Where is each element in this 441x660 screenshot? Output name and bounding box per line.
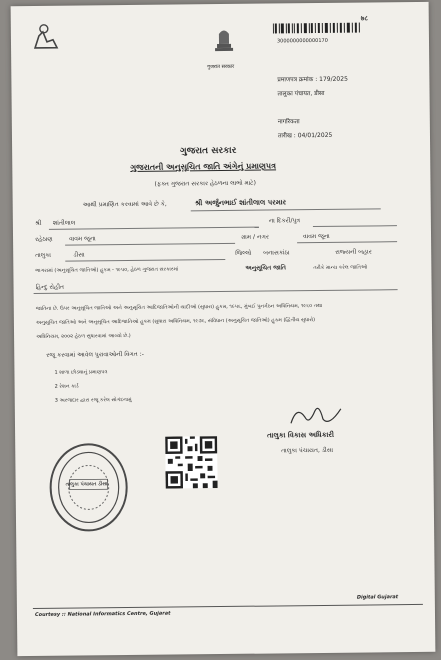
taluka: ડીસા [73,251,85,259]
residence: વાવમ જૂના [69,235,96,243]
issue-place-label: नागरिकता [277,118,300,126]
document-item: 3 અરજદાર દ્વારા રજૂ કરેલ સોગંદનામું [54,396,132,404]
relation-label: ના દિકરી/પુત્ર [268,217,301,225]
officer-signature [283,401,353,432]
taluka-label: તાલુકા [35,251,51,259]
applicant-name: શ્રી અર્જુનભાઈ શાંતીલાલ પરમાર [194,198,287,208]
document-item: 1 શાળા છોડ્યાનું પ્રમાણપત્ર [54,369,108,376]
barcode [273,23,363,38]
legal-paragraph-line-2: અનુસૂચિત જાતિઓ અને અનુસૂચિત આદિજાતિઓ હુકમ (સુધારા અધિનિયમ, ૧૯૭૬, સંવિધાન (અનુસૂચિત જાતિઓ) હુકમ (દ્વિતીય સુધારો) [35,317,316,326]
legal-paragraph-line-1: જાતિના છે. ઉપર અનુસૂચિત જાતિઓ અને અનુસૂચિત આદિજાતિઓની યાદીઓ (સુધારા) હુકમ, ૧૯૫૬, મુંબઈ પુનર્ગઠન અધિનિયમ, ૧૯૬૦ તથા [35,302,323,312]
issue-date: 04/01/2025 [297,131,333,140]
issue-date-label: तारीख : [277,132,296,140]
qr-code [165,436,218,489]
document-note: (ફક્ત ગુજરાત સરકાર હેઠળના લાભો માટે) [154,179,257,188]
gram-label: ગ્રામ / નગર [241,233,269,241]
digital-gujarat-logo-icon [29,20,63,54]
signatory-office: તાલુકા પંચાયત, ડીસા [281,446,334,455]
document-title: ગુજરાત સરકાર [180,145,237,157]
caste-order-text: ભાગરામાં (અનુસૂચિત જાતિઓ) હુકમ - ૧૯૫૦, હેઠળ ગુજરાત સરકારમાં [35,266,179,274]
document-item: 2 રેશન કાર્ડ [54,383,79,390]
document-subtitle: ગુજરાતની અનુસૂચિત જાતિ અંગેનું પ્રમાણપત્ર [130,161,277,172]
certificate-number-row [277,75,348,84]
father-name: શાંતીલાલ [52,219,76,227]
certificate-sheet [11,2,436,656]
issue-date-row [278,131,332,140]
legal-paragraph-line-3: અધિનિયમ, ૨૦૦૨ હેઠળ સુધારવામાં આવ્યો છે.) [36,332,131,340]
footer-courtesy: Courtesy :: National Informatics Centre, Gujarat [34,610,171,618]
district-label: જિલ્લો [235,249,252,257]
issuing-office: तालुका पंचायत, डीसा [277,89,325,98]
seal-text: તાલુકા પંચાયત ડીસા [65,481,108,488]
father-prefix: શ્રી [34,219,42,227]
caste-order-end: તરીકે માન્ય કરેલ જાતિઓ [313,264,368,272]
emblem-caption: गुजरात सरकार [207,63,235,71]
national-emblem-icon [211,24,237,62]
documents-heading: રજૂ કરવામાં આવેલ પુરાવાઓની વિગત :- [46,350,144,359]
barcode-number: 3000000000000170 [276,37,328,45]
religion-caste: હિન્દુ રોહીત [35,283,65,291]
caste-category: અનુસૂચિત જાતિ [245,264,287,272]
district: બનાસકાંઠા [263,249,290,257]
footer-brand: Digital Gujarat [356,594,399,601]
state-label: રાજ્યની બહાર [335,248,372,256]
residence-label: રહેઠાણ [35,235,53,243]
certificate-number-label: प्रमाणपत्र क्रमांक : [277,76,318,84]
gram: વાવમ જૂના [303,232,330,241]
certificate-number: 179/2025 [319,75,348,83]
signatory-title: તાલુકા વિકાસ અધિકારી [267,430,335,440]
certify-text: આથી પ્રમાણિત કરવામાં આવે છે કે, [82,200,167,209]
corner-handwritten-mark: ७८ [360,14,369,23]
